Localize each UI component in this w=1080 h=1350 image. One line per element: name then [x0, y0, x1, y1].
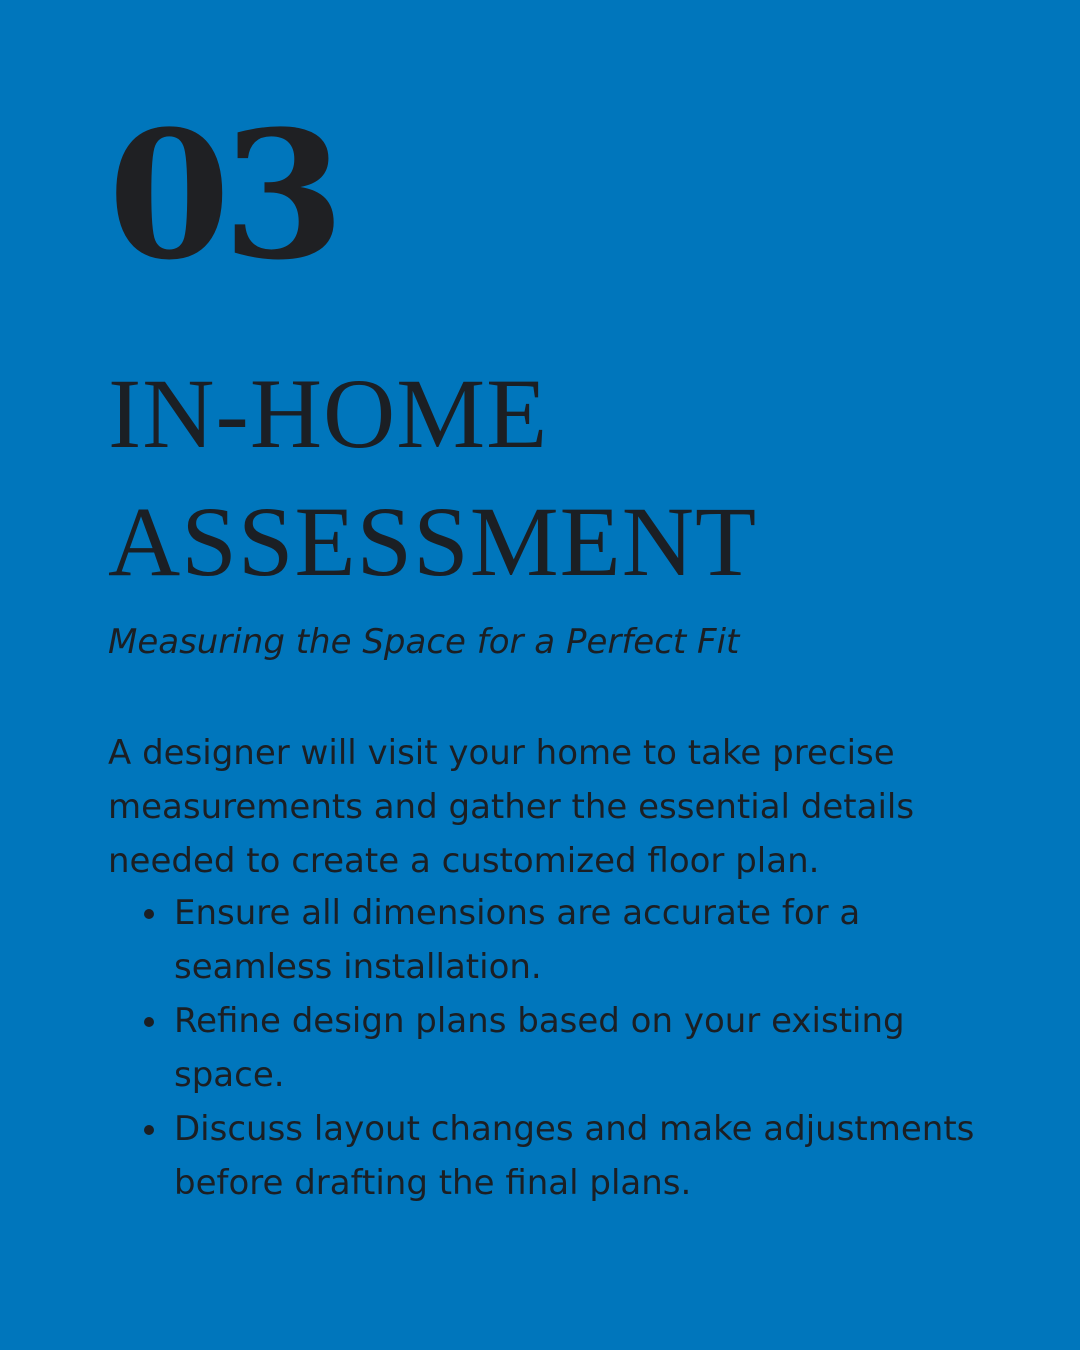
intro-paragraph: A designer will visit your home to take precise measurements and gather the essential details needed to create a customized floor plan. — [108, 733, 915, 881]
subtitle: Measuring the Space for a Perfect Fit — [108, 622, 740, 662]
bullet-icon — [144, 909, 154, 919]
list-item — [108, 1102, 983, 1210]
bullet-icon — [144, 1125, 154, 1135]
list-item-text: Discuss layout changes and make adjustments before drafting the final plans. — [174, 1109, 975, 1203]
list-item — [108, 994, 983, 1102]
step-number: 03 — [108, 92, 337, 299]
bullet-icon — [144, 1017, 154, 1027]
list-item-text: Ensure all dimensions are accurate for a seamless installation. — [174, 893, 861, 987]
benefits-list — [108, 886, 983, 1210]
title-line-2: ASSESSMENT — [108, 486, 758, 597]
title-line-1: IN-HOME — [108, 358, 549, 469]
list-item — [108, 886, 983, 994]
list-item-text: Refine design plans based on your existing space. — [174, 1001, 905, 1095]
page-title — [108, 350, 868, 606]
